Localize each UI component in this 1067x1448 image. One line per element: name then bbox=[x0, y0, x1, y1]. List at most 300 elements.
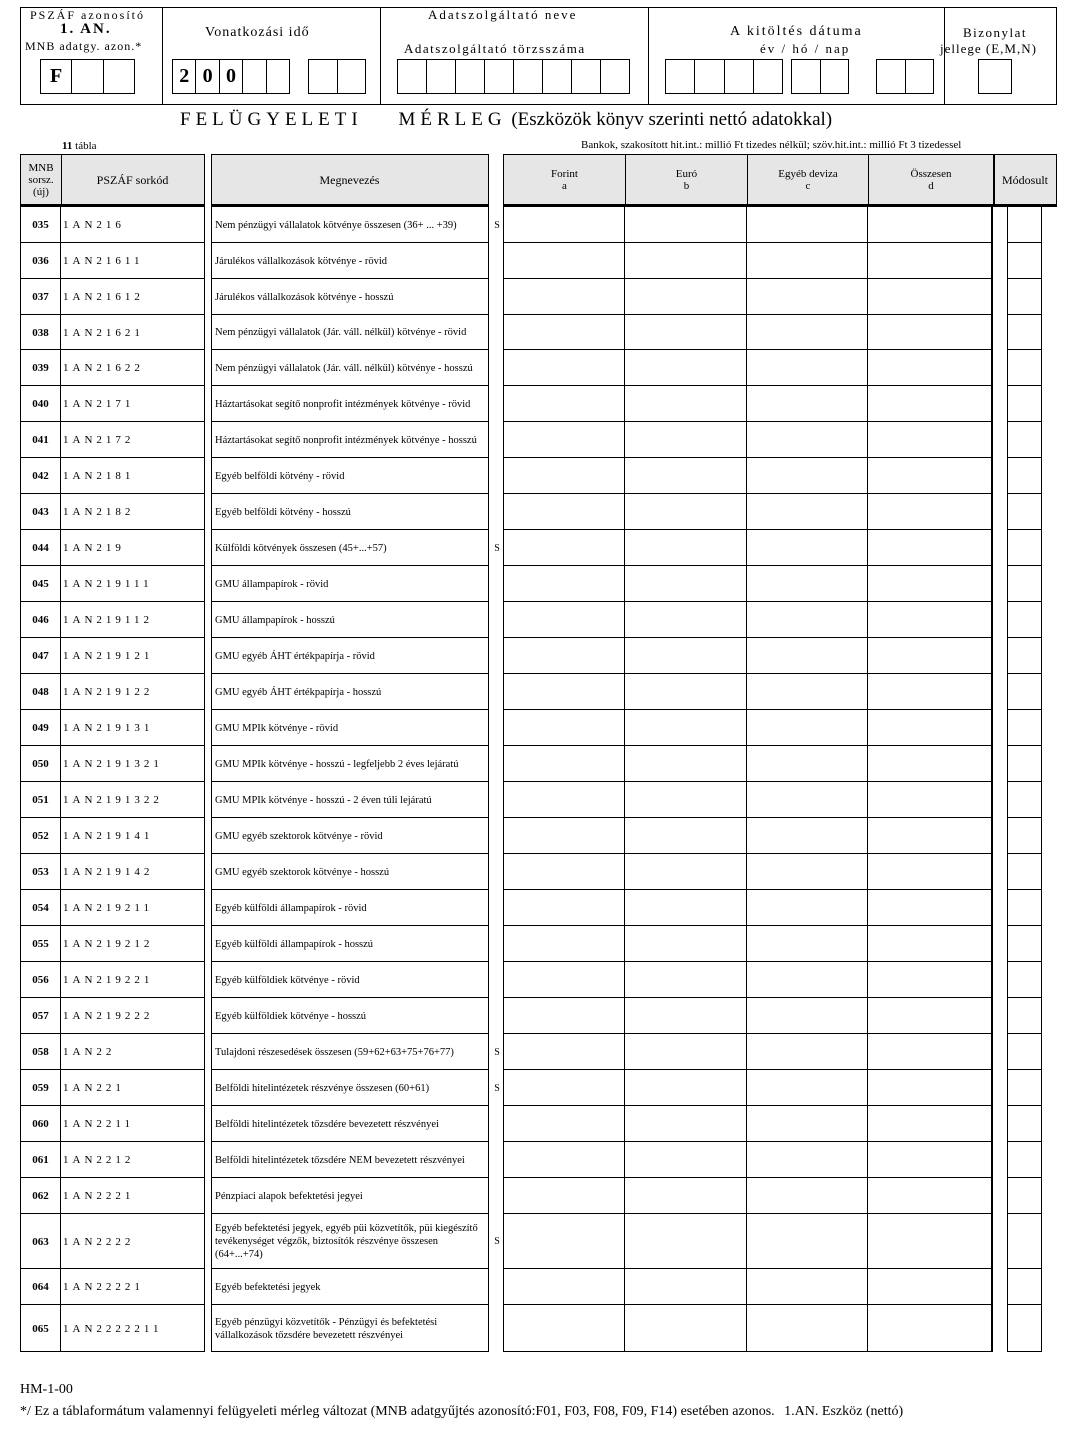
date-digit[interactable] bbox=[753, 60, 782, 93]
row-sum-marker bbox=[491, 350, 503, 386]
cell-modified[interactable] bbox=[1007, 243, 1042, 279]
row-separator bbox=[1007, 1351, 1042, 1352]
cell-other-currency[interactable] bbox=[747, 494, 868, 530]
row-sum-marker bbox=[491, 1106, 503, 1142]
cell-forint[interactable] bbox=[503, 962, 625, 998]
cell-euro[interactable] bbox=[625, 1070, 747, 1106]
cell-other-currency[interactable] bbox=[747, 782, 868, 818]
period-extra-digit[interactable] bbox=[309, 60, 337, 93]
cell-forint[interactable] bbox=[503, 746, 625, 782]
cell-other-currency[interactable] bbox=[747, 818, 868, 854]
cell-euro[interactable] bbox=[625, 422, 747, 458]
cell-total[interactable] bbox=[868, 243, 993, 279]
provider-digit[interactable] bbox=[542, 60, 571, 93]
cell-other-currency[interactable] bbox=[747, 1034, 868, 1070]
row-mnb-number: 051 bbox=[20, 782, 61, 818]
cell-forint[interactable] bbox=[503, 998, 625, 1034]
cell-forint[interactable] bbox=[503, 1034, 625, 1070]
cell-forint[interactable] bbox=[503, 207, 625, 243]
cell-modified[interactable] bbox=[1007, 1034, 1042, 1070]
cell-euro[interactable] bbox=[625, 1142, 747, 1178]
cell-other-currency[interactable] bbox=[747, 315, 868, 350]
cell-forint[interactable] bbox=[503, 782, 625, 818]
cell-modified[interactable] bbox=[1007, 1305, 1042, 1352]
cell-total[interactable] bbox=[868, 818, 993, 854]
table-row bbox=[0, 890, 1067, 926]
doc-type-field[interactable] bbox=[978, 59, 1012, 94]
provider-digit[interactable] bbox=[513, 60, 542, 93]
cell-euro[interactable] bbox=[625, 602, 747, 638]
table-row bbox=[0, 1070, 1067, 1106]
table-row bbox=[0, 207, 1067, 243]
cell-euro[interactable] bbox=[625, 782, 747, 818]
date-digit[interactable] bbox=[792, 60, 820, 93]
cell-total[interactable] bbox=[868, 279, 993, 315]
row-pszaf-code: 1AN2191321 bbox=[61, 746, 205, 782]
row-sum-marker bbox=[491, 1142, 503, 1178]
cell-euro[interactable] bbox=[625, 530, 747, 566]
cell-total[interactable] bbox=[868, 782, 993, 818]
row-pszaf-code: 1AN2212 bbox=[61, 1142, 205, 1178]
cell-modified[interactable] bbox=[1007, 1070, 1042, 1106]
row-mnb-number: 062 bbox=[20, 1178, 61, 1214]
date-digit[interactable] bbox=[694, 60, 723, 93]
cell-modified[interactable] bbox=[1007, 350, 1042, 386]
cell-other-currency[interactable] bbox=[747, 1178, 868, 1214]
cell-forint[interactable] bbox=[503, 674, 625, 710]
cell-total[interactable] bbox=[868, 746, 993, 782]
cell-forint[interactable] bbox=[503, 1305, 625, 1352]
row-pszaf-code: 1AN21622 bbox=[61, 350, 205, 386]
cell-other-currency[interactable] bbox=[747, 854, 868, 890]
row-pszaf-code: 1AN2222211 bbox=[61, 1305, 205, 1352]
doc-type-label: Bizonylat bbox=[963, 25, 1028, 40]
cell-euro[interactable] bbox=[625, 638, 747, 674]
row-pszaf-code: 1AN22221 bbox=[61, 1269, 205, 1305]
cell-total[interactable] bbox=[868, 1178, 993, 1214]
cell-other-currency[interactable] bbox=[747, 926, 868, 962]
doc-type-sublabel: jellege (E,M,N) bbox=[940, 41, 1037, 56]
provider-digit[interactable] bbox=[600, 60, 629, 93]
row-name-text: GMU MPIk kötvénye - hosszú - legfeljebb 2 éves lejáratú bbox=[215, 758, 459, 770]
cell-modified[interactable] bbox=[1007, 1214, 1042, 1269]
table-row bbox=[0, 674, 1067, 710]
cell-other-currency[interactable] bbox=[747, 458, 868, 494]
provider-digit[interactable] bbox=[484, 60, 513, 93]
row-sum-marker bbox=[491, 494, 503, 530]
cell-euro[interactable] bbox=[625, 998, 747, 1034]
row-name bbox=[211, 1070, 489, 1106]
cell-euro[interactable] bbox=[625, 746, 747, 782]
cell-total[interactable] bbox=[868, 674, 993, 710]
row-pszaf-code: 1AN219122 bbox=[61, 674, 205, 710]
cell-forint[interactable] bbox=[503, 386, 625, 422]
cell-other-currency[interactable] bbox=[747, 243, 868, 279]
cell-euro[interactable] bbox=[625, 1178, 747, 1214]
period-digit[interactable]: 0 bbox=[219, 60, 242, 93]
row-pszaf-code: 1AN21621 bbox=[61, 315, 205, 350]
cell-other-currency[interactable] bbox=[747, 638, 868, 674]
cell-modified[interactable] bbox=[1007, 602, 1042, 638]
row-pszaf-code: 1AN21612 bbox=[61, 279, 205, 315]
footer-note bbox=[20, 1404, 903, 1420]
table-row bbox=[0, 243, 1067, 279]
cell-euro[interactable] bbox=[625, 854, 747, 890]
date-digit[interactable] bbox=[877, 60, 905, 93]
row-mnb-number: 041 bbox=[20, 422, 61, 458]
cell-other-currency[interactable] bbox=[747, 386, 868, 422]
table-row bbox=[0, 1142, 1067, 1178]
cell-modified[interactable] bbox=[1007, 1269, 1042, 1305]
cell-forint[interactable] bbox=[503, 854, 625, 890]
period-digit[interactable] bbox=[242, 60, 265, 93]
footer-form-code: HM-1-00 bbox=[20, 1382, 73, 1397]
cell-forint[interactable] bbox=[503, 279, 625, 315]
cell-other-currency[interactable] bbox=[747, 746, 868, 782]
table-number-value: 11 bbox=[62, 140, 73, 152]
cell-total[interactable] bbox=[868, 710, 993, 746]
pszaf-digit[interactable] bbox=[103, 60, 134, 93]
cell-other-currency[interactable] bbox=[747, 890, 868, 926]
cell-euro[interactable] bbox=[625, 1034, 747, 1070]
cell-modified[interactable] bbox=[1007, 890, 1042, 926]
cell-total[interactable] bbox=[868, 1305, 993, 1352]
row-sum-marker bbox=[491, 746, 503, 782]
row-name-text: Egyéb befektetési jegyek bbox=[215, 1281, 321, 1293]
date-digit[interactable] bbox=[820, 60, 849, 93]
provider-digit[interactable] bbox=[426, 60, 455, 93]
date-month-field[interactable] bbox=[791, 59, 849, 94]
row-name-text: GMU állampapírok - rövid bbox=[215, 578, 329, 590]
row-pszaf-code: 1AN21611 bbox=[61, 243, 205, 279]
cell-forint[interactable] bbox=[503, 1142, 625, 1178]
cell-modified[interactable] bbox=[1007, 530, 1042, 566]
cell-other-currency[interactable] bbox=[747, 1214, 868, 1269]
row-mnb-number: 043 bbox=[20, 494, 61, 530]
cell-forint[interactable] bbox=[503, 243, 625, 279]
cell-euro[interactable] bbox=[625, 962, 747, 998]
date-year-field[interactable] bbox=[665, 59, 783, 94]
cell-euro[interactable] bbox=[625, 315, 747, 350]
header-id-columns bbox=[20, 154, 205, 207]
footer-sheet-name: 1.AN. Eszköz (nettó) bbox=[784, 1404, 904, 1419]
cell-total[interactable] bbox=[868, 602, 993, 638]
cell-euro[interactable] bbox=[625, 207, 747, 243]
period-digit[interactable] bbox=[266, 60, 289, 93]
col-pszaf-header bbox=[62, 155, 203, 204]
cell-total[interactable] bbox=[868, 207, 993, 243]
pszaf-digit[interactable] bbox=[71, 60, 102, 93]
provider-id-label: Adatszolgáltató törzsszáma bbox=[404, 41, 586, 56]
row-name bbox=[211, 818, 489, 854]
cell-euro[interactable] bbox=[625, 279, 747, 315]
pszaf-digit[interactable]: F bbox=[50, 65, 63, 87]
cell-euro[interactable] bbox=[625, 1305, 747, 1352]
row-mnb-number: 052 bbox=[20, 818, 61, 854]
cell-total[interactable] bbox=[868, 926, 993, 962]
header-divider bbox=[162, 7, 163, 105]
provider-digit[interactable] bbox=[455, 60, 484, 93]
cell-modified[interactable] bbox=[1007, 386, 1042, 422]
cell-euro[interactable] bbox=[625, 566, 747, 602]
row-name bbox=[211, 998, 489, 1034]
cell-modified[interactable] bbox=[1007, 962, 1042, 998]
cell-modified[interactable] bbox=[1007, 926, 1042, 962]
cell-forint[interactable] bbox=[503, 566, 625, 602]
col-euro-label: Euró bbox=[675, 167, 698, 180]
row-name-text: Járulékos vállalkozások kötvénye - rövid bbox=[215, 255, 388, 267]
cell-modified[interactable] bbox=[1007, 638, 1042, 674]
cell-forint[interactable] bbox=[503, 818, 625, 854]
provider-id-field[interactable] bbox=[397, 59, 630, 94]
cell-forint[interactable] bbox=[503, 315, 625, 350]
cell-modified[interactable] bbox=[1007, 818, 1042, 854]
date-day-field[interactable] bbox=[876, 59, 934, 94]
row-pszaf-code: 1AN2182 bbox=[61, 494, 205, 530]
table-row bbox=[0, 1178, 1067, 1214]
cell-total[interactable] bbox=[868, 422, 993, 458]
cell-modified[interactable] bbox=[1007, 422, 1042, 458]
cell-other-currency[interactable] bbox=[747, 422, 868, 458]
cell-forint[interactable] bbox=[503, 458, 625, 494]
cell-forint[interactable] bbox=[503, 1070, 625, 1106]
period-extra-digit[interactable] bbox=[337, 60, 366, 93]
table-row bbox=[0, 1034, 1067, 1070]
cell-forint[interactable] bbox=[503, 926, 625, 962]
cell-modified[interactable] bbox=[1007, 710, 1042, 746]
cell-modified[interactable] bbox=[1007, 207, 1042, 243]
form-title bbox=[180, 109, 832, 131]
cell-forint[interactable] bbox=[503, 890, 625, 926]
table-number bbox=[62, 140, 97, 152]
cell-other-currency[interactable] bbox=[747, 602, 868, 638]
row-sum-marker bbox=[491, 386, 503, 422]
period-digit[interactable]: 0 bbox=[195, 60, 218, 93]
cell-total[interactable] bbox=[868, 998, 993, 1034]
cell-euro[interactable] bbox=[625, 1269, 747, 1305]
row-sum-marker: S bbox=[494, 542, 500, 554]
row-mnb-number: 049 bbox=[20, 710, 61, 746]
cell-total[interactable] bbox=[868, 458, 993, 494]
row-name-text: Belföldi hitelintézetek tőzsdére NEM bevezetett részvényei bbox=[215, 1154, 465, 1166]
cell-euro[interactable] bbox=[625, 1106, 747, 1142]
form-title-main: FELÜGYELETI MÉRLEG bbox=[180, 109, 507, 130]
row-pszaf-code: 1AN2171 bbox=[61, 386, 205, 422]
row-pszaf-code: 1AN219112 bbox=[61, 602, 205, 638]
date-digit[interactable] bbox=[666, 60, 694, 93]
period-extra-field[interactable] bbox=[308, 59, 366, 94]
col-modified-header bbox=[993, 155, 1055, 204]
cell-modified[interactable] bbox=[1007, 315, 1042, 350]
row-name-text: Egyéb külföldi állampapírok - rövid bbox=[215, 902, 367, 914]
cell-euro[interactable] bbox=[625, 818, 747, 854]
cell-other-currency[interactable] bbox=[747, 279, 868, 315]
row-name bbox=[211, 1269, 489, 1305]
row-name bbox=[211, 566, 489, 602]
row-name bbox=[211, 386, 489, 422]
cell-modified[interactable] bbox=[1007, 746, 1042, 782]
cell-total[interactable] bbox=[868, 1034, 993, 1070]
cell-other-currency[interactable] bbox=[747, 1142, 868, 1178]
row-mnb-number: 053 bbox=[20, 854, 61, 890]
col-euro-header bbox=[625, 155, 747, 204]
header-divider bbox=[648, 7, 649, 105]
cell-total[interactable] bbox=[868, 1070, 993, 1106]
row-name-text: Tulajdoni részesedések összesen (59+62+63+75+76+77) bbox=[215, 1046, 454, 1058]
row-sum-marker bbox=[491, 782, 503, 818]
cell-modified[interactable] bbox=[1007, 854, 1042, 890]
date-digit[interactable] bbox=[724, 60, 753, 93]
table-row bbox=[0, 279, 1067, 315]
cell-modified[interactable] bbox=[1007, 1142, 1042, 1178]
row-pszaf-code: 1AN219 bbox=[61, 530, 205, 566]
cell-total[interactable] bbox=[868, 1214, 993, 1269]
row-name bbox=[211, 494, 489, 530]
row-name bbox=[211, 1305, 489, 1352]
cell-modified[interactable] bbox=[1007, 674, 1042, 710]
cell-total[interactable] bbox=[868, 566, 993, 602]
row-name bbox=[211, 890, 489, 926]
cell-modified[interactable] bbox=[1007, 782, 1042, 818]
cell-total[interactable] bbox=[868, 1142, 993, 1178]
cell-euro[interactable] bbox=[625, 1214, 747, 1269]
row-sum-marker bbox=[491, 1305, 503, 1352]
pszaf-id-field[interactable] bbox=[40, 59, 135, 94]
cell-forint[interactable] bbox=[503, 350, 625, 386]
row-name bbox=[211, 1142, 489, 1178]
row-mnb-number: 045 bbox=[20, 566, 61, 602]
cell-other-currency[interactable] bbox=[747, 1106, 868, 1142]
col-other-label: Egyéb deviza bbox=[778, 167, 838, 180]
cell-other-currency[interactable] bbox=[747, 710, 868, 746]
cell-forint[interactable] bbox=[503, 422, 625, 458]
period-digit[interactable]: 2 bbox=[179, 65, 190, 87]
col-forint-letter: a bbox=[562, 179, 567, 192]
table-row bbox=[0, 854, 1067, 890]
cell-total[interactable] bbox=[868, 890, 993, 926]
cell-total[interactable] bbox=[868, 386, 993, 422]
cell-total[interactable] bbox=[868, 1269, 993, 1305]
row-name-text: Nem pénzügyi vállalatok kötvénye összesen (36+ ... +39) bbox=[215, 219, 457, 231]
table-row bbox=[0, 494, 1067, 530]
cell-other-currency[interactable] bbox=[747, 1070, 868, 1106]
cell-euro[interactable] bbox=[625, 243, 747, 279]
cell-total[interactable] bbox=[868, 638, 993, 674]
cell-forint[interactable] bbox=[503, 530, 625, 566]
cell-total[interactable] bbox=[868, 494, 993, 530]
table-row bbox=[0, 998, 1067, 1034]
cell-other-currency[interactable] bbox=[747, 1269, 868, 1305]
row-name-text: Nem pénzügyi vállalatok (Jár. váll. nélkül) kötvénye - rövid bbox=[215, 327, 467, 338]
row-sum-marker bbox=[491, 1269, 503, 1305]
row-mnb-number: 060 bbox=[20, 1106, 61, 1142]
row-name bbox=[211, 243, 489, 279]
row-sum-marker: S bbox=[494, 1082, 500, 1094]
cell-forint[interactable] bbox=[503, 638, 625, 674]
cell-forint[interactable] bbox=[503, 1214, 625, 1269]
cell-forint[interactable] bbox=[503, 1106, 625, 1142]
row-sum-marker bbox=[491, 315, 503, 350]
row-mnb-number: 038 bbox=[20, 315, 61, 350]
cell-total[interactable] bbox=[868, 530, 993, 566]
form-title-sub: (Eszközök könyv szerinti nettó adatokkal) bbox=[511, 109, 833, 130]
row-name bbox=[211, 422, 489, 458]
date-digit[interactable] bbox=[905, 60, 934, 93]
row-name bbox=[211, 207, 489, 243]
cell-forint[interactable] bbox=[503, 494, 625, 530]
cell-other-currency[interactable] bbox=[747, 207, 868, 243]
cell-total[interactable] bbox=[868, 854, 993, 890]
cell-total[interactable] bbox=[868, 315, 993, 350]
cell-euro[interactable] bbox=[625, 674, 747, 710]
period-field[interactable] bbox=[172, 59, 290, 94]
cell-forint[interactable] bbox=[503, 1269, 625, 1305]
row-name bbox=[211, 1106, 489, 1142]
cell-euro[interactable] bbox=[625, 386, 747, 422]
row-sum-marker: S bbox=[494, 1046, 500, 1058]
footer-note-text: */ Ez a táblaformátum valamennyi felügyeleti mérleg változat (MNB adatgyűjtés azonosító:F01, F03, F08, F09, F14) esetében azonos. bbox=[20, 1404, 775, 1419]
col-forint-header bbox=[504, 155, 625, 204]
cell-modified[interactable] bbox=[1007, 458, 1042, 494]
cell-euro[interactable] bbox=[625, 890, 747, 926]
row-name-text: GMU egyéb szektorok kötvénye - rövid bbox=[215, 830, 383, 842]
cell-euro[interactable] bbox=[625, 458, 747, 494]
cell-total[interactable] bbox=[868, 1106, 993, 1142]
provider-digit[interactable] bbox=[571, 60, 600, 93]
row-mnb-number: 048 bbox=[20, 674, 61, 710]
cell-total[interactable] bbox=[868, 350, 993, 386]
cell-forint[interactable] bbox=[503, 602, 625, 638]
row-name bbox=[211, 279, 489, 315]
cell-forint[interactable] bbox=[503, 1178, 625, 1214]
cell-modified[interactable] bbox=[1007, 494, 1042, 530]
cell-modified[interactable] bbox=[1007, 1178, 1042, 1214]
cell-modified[interactable] bbox=[1007, 566, 1042, 602]
cell-euro[interactable] bbox=[625, 926, 747, 962]
cell-modified[interactable] bbox=[1007, 998, 1042, 1034]
row-name-text: Egyéb külföldiek kötvénye - rövid bbox=[215, 974, 360, 986]
cell-euro[interactable] bbox=[625, 710, 747, 746]
cell-euro[interactable] bbox=[625, 494, 747, 530]
cell-other-currency[interactable] bbox=[747, 350, 868, 386]
row-pszaf-code: 1AN219221 bbox=[61, 962, 205, 998]
row-name-text: Pénzpiaci alapok befektetési jegyei bbox=[215, 1190, 363, 1202]
cell-total[interactable] bbox=[868, 962, 993, 998]
date-format-label: év / hó / nap bbox=[760, 41, 851, 56]
cell-other-currency[interactable] bbox=[747, 1305, 868, 1352]
row-mnb-number: 042 bbox=[20, 458, 61, 494]
cell-other-currency[interactable] bbox=[747, 566, 868, 602]
cell-other-currency[interactable] bbox=[747, 674, 868, 710]
table-row bbox=[0, 458, 1067, 494]
row-name-text: Belföldi hitelintézetek részvénye összesen (60+61) bbox=[215, 1082, 430, 1094]
col-other-letter: c bbox=[805, 179, 811, 192]
cell-modified[interactable] bbox=[1007, 279, 1042, 315]
row-pszaf-code: 1AN221 bbox=[61, 1070, 205, 1106]
mnb-label: MNB adatgy. azon.* bbox=[25, 39, 143, 53]
row-sum-marker bbox=[491, 243, 503, 279]
cell-other-currency[interactable] bbox=[747, 998, 868, 1034]
row-sum-marker bbox=[491, 998, 503, 1034]
provider-digit[interactable] bbox=[398, 60, 426, 93]
cell-other-currency[interactable] bbox=[747, 962, 868, 998]
row-mnb-number: 055 bbox=[20, 926, 61, 962]
cell-euro[interactable] bbox=[625, 350, 747, 386]
cell-modified[interactable] bbox=[1007, 1106, 1042, 1142]
cell-forint[interactable] bbox=[503, 710, 625, 746]
cell-other-currency[interactable] bbox=[747, 530, 868, 566]
col-mnb-line1: MNB bbox=[28, 161, 54, 174]
